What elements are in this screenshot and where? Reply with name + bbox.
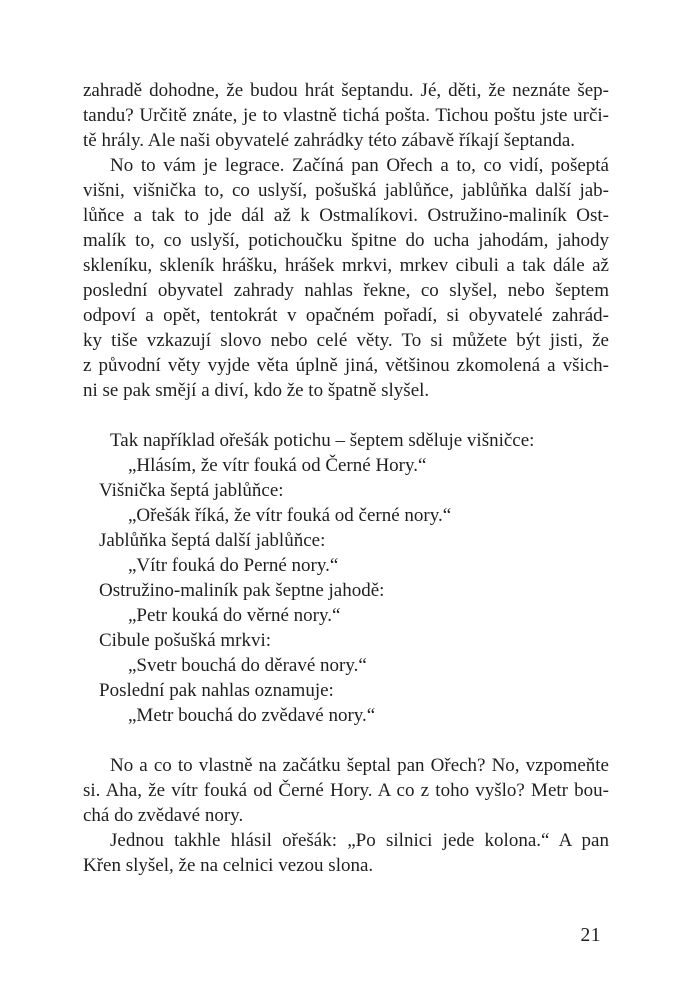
text-line: Křen slyšel, že na celnici vezou slona. xyxy=(83,855,374,876)
paragraph-spacer xyxy=(83,728,609,753)
paragraph xyxy=(83,828,609,878)
dialogue-line-quote: „Ořešák říká, že vítr fouká od černé nory.“ xyxy=(128,505,452,526)
dialogue-line-quote: „Vítr fouká do Perné nory.“ xyxy=(128,555,339,576)
paragraph-spacer xyxy=(83,403,609,428)
paragraph xyxy=(83,753,609,828)
dialogue-line-intro: Tak například ořešák potichu – šeptem sděluje višničce: xyxy=(110,430,535,451)
text-line: tě hrály. Ale naši obyvatelé zahrádky této zábavě říkají šeptanda. xyxy=(83,130,576,151)
dialogue-block xyxy=(83,428,609,728)
dialogue-line-quote: „Petr kouká do věrné nory.“ xyxy=(128,605,341,626)
paragraph xyxy=(83,78,609,153)
dialogue-line-speaker: Ostružino-maliník pak šeptne jahodě: xyxy=(99,580,385,601)
text-line: z původní věty vyjde věta úplně jiná, většinou zkomolená a všich- xyxy=(83,355,609,376)
text-line: ni se pak smějí a diví, kdo že to špatně slyšel. xyxy=(83,380,430,401)
text-line: No to vám je legrace. Začíná pan Ořech a to, co vidí, pošeptá xyxy=(110,155,609,176)
page-number: 21 xyxy=(580,925,601,946)
text-line: višni, višnička to, co uslyší, pošušká jablůňce, jablůňka další jab- xyxy=(83,180,609,201)
text-line: malík to, co uslyší, potichoučku špitne do ucha jahodám, jahody xyxy=(83,230,609,251)
dialogue-line-speaker: Poslední pak nahlas oznamuje: xyxy=(99,680,334,701)
text-line: Jednou takhle hlásil ořešák: „Po silnici jede kolona.“ A pan xyxy=(110,830,609,851)
text-line: chá do zvědavé nory. xyxy=(83,805,244,826)
dialogue-line-quote: „Metr bouchá do zvědavé nory.“ xyxy=(128,705,376,726)
text-line: poslední obyvatel zahrady nahlas řekne, co slyšel, nebo šeptem xyxy=(83,280,609,301)
text-line: si. Aha, že vítr fouká od Černé Hory. A co z toho vyšlo? Metr bou- xyxy=(83,780,609,801)
text-line: No a co to vlastně na začátku šeptal pan Ořech? No, vzpomeňte xyxy=(110,755,609,776)
text-line: tandu? Určitě znáte, je to vlastně tichá pošta. Tichou poštu jste urči- xyxy=(83,105,609,126)
text-line: lůňce a tak to jde dál až k Ostmalíkovi. Ostružino-maliník Ost- xyxy=(83,205,609,226)
text-line: zahradě dohodne, že budou hrát šeptandu. Jé, děti, že neznáte šep- xyxy=(83,80,609,101)
text-line: skleníku, skleník hrášku, hrášek mrkvi, mrkev cibuli a tak dále až xyxy=(83,255,609,276)
dialogue-line-speaker: Cibule pošušká mrkvi: xyxy=(99,630,272,651)
text-line: ky tiše vzkazují slovo nebo celé věty. To si můžete být jisti, že xyxy=(83,330,609,351)
dialogue-line-speaker: Jablůňka šeptá další jablůňce: xyxy=(99,530,326,551)
dialogue-line-speaker: Višnička šeptá jablůňce: xyxy=(99,480,284,501)
paragraph xyxy=(83,153,609,403)
text-block xyxy=(83,78,609,878)
text-line: odpoví a opět, tentokrát v opačném pořadí, si obyvatelé zahrád- xyxy=(83,305,609,326)
dialogue-line-quote: „Svetr bouchá do děravé nory.“ xyxy=(128,655,367,676)
dialogue-line-quote: „Hlásím, že vítr fouká od Černé Hory.“ xyxy=(128,455,427,476)
